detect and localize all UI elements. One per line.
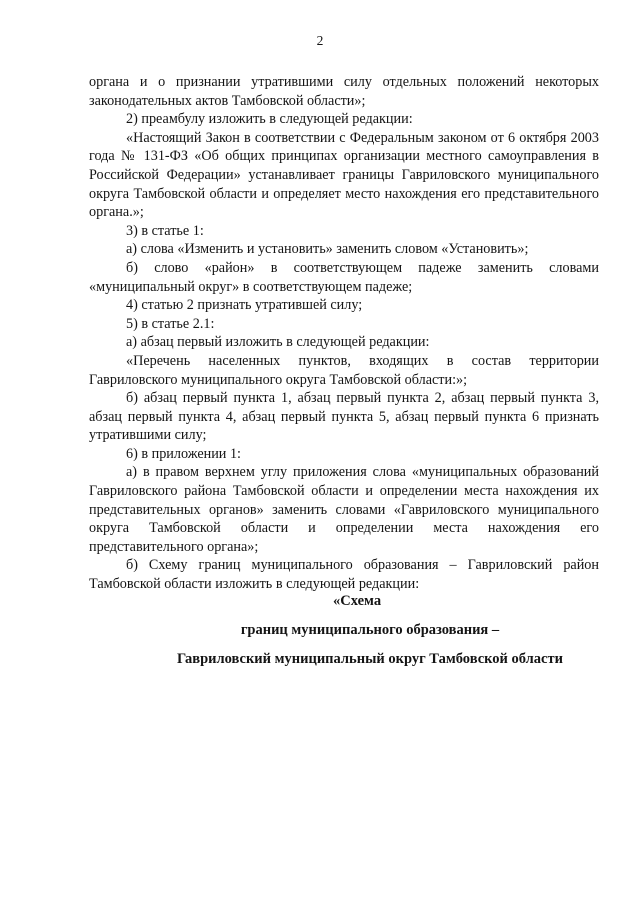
paragraph: 6) в приложении 1: xyxy=(126,445,241,462)
scheme-heading-line-3: Гавриловский муниципальный округ Тамбовской области xyxy=(177,651,563,667)
paragraph: б) слово «район» в соответствующем падеже заменить словами «муниципальный округ» в соответствующем падеже; xyxy=(89,259,599,295)
paragraph: а) в правом верхнем углу приложения слова «муниципальных образований Гавриловского района Тамбовской области и определении места нахождения их представительных органов» заменить словами «Гавриловского муниципального округа Тамбовской области и определении места нахождения его представительного органа»; xyxy=(89,464,599,555)
paragraph: б) абзац первый пункта 1, абзац первый пункта 2, абзац первый пункта 3, абзац первый пункта 4, абзац первый пункта 5, абзац первый пункта 6 признать утратившими силу; xyxy=(89,390,599,444)
paragraph: 4) статью 2 признать утратившей силу; xyxy=(126,297,363,314)
page-number: 2 xyxy=(316,33,324,48)
paragraph: а) слова «Изменить и установить» заменить словом «Установить»; xyxy=(126,241,529,258)
paragraph: органа и о признании утратившими силу отдельных положений некоторых законодательных актов Тамбовской области»; xyxy=(89,74,599,109)
paragraph: 3) в статье 1: xyxy=(126,222,204,239)
scheme-heading-line-1: «Схема xyxy=(333,593,382,609)
document-body xyxy=(89,73,599,594)
paragraph: «Перечень населенных пунктов, входящих в состав территории Гавриловского муниципального округа Тамбовской области:»; xyxy=(89,352,599,388)
paragraph: 2) преамбулу изложить в следующей редакции: xyxy=(126,111,413,128)
paragraph: «Настоящий Закон в соответствии с Федеральным законом от 6 октября 2003 года № 131-ФЗ «Об общих принципах организации местного самоуправления в Российской Федерации» устанавливает границы Гавриловского муниципального округа Тамбовской области и определяет место нахождения его представительного органа.»; xyxy=(89,129,599,221)
paragraph: б) Схему границ муниципального образования – Гавриловский район Тамбовской области изложить в следующей редакции: xyxy=(89,557,599,593)
paragraph: а) абзац первый изложить в следующей редакции: xyxy=(126,334,430,351)
scheme-heading-line-2: границ муниципального образования – xyxy=(240,622,500,638)
paragraph: 5) в статье 2.1: xyxy=(126,315,215,332)
